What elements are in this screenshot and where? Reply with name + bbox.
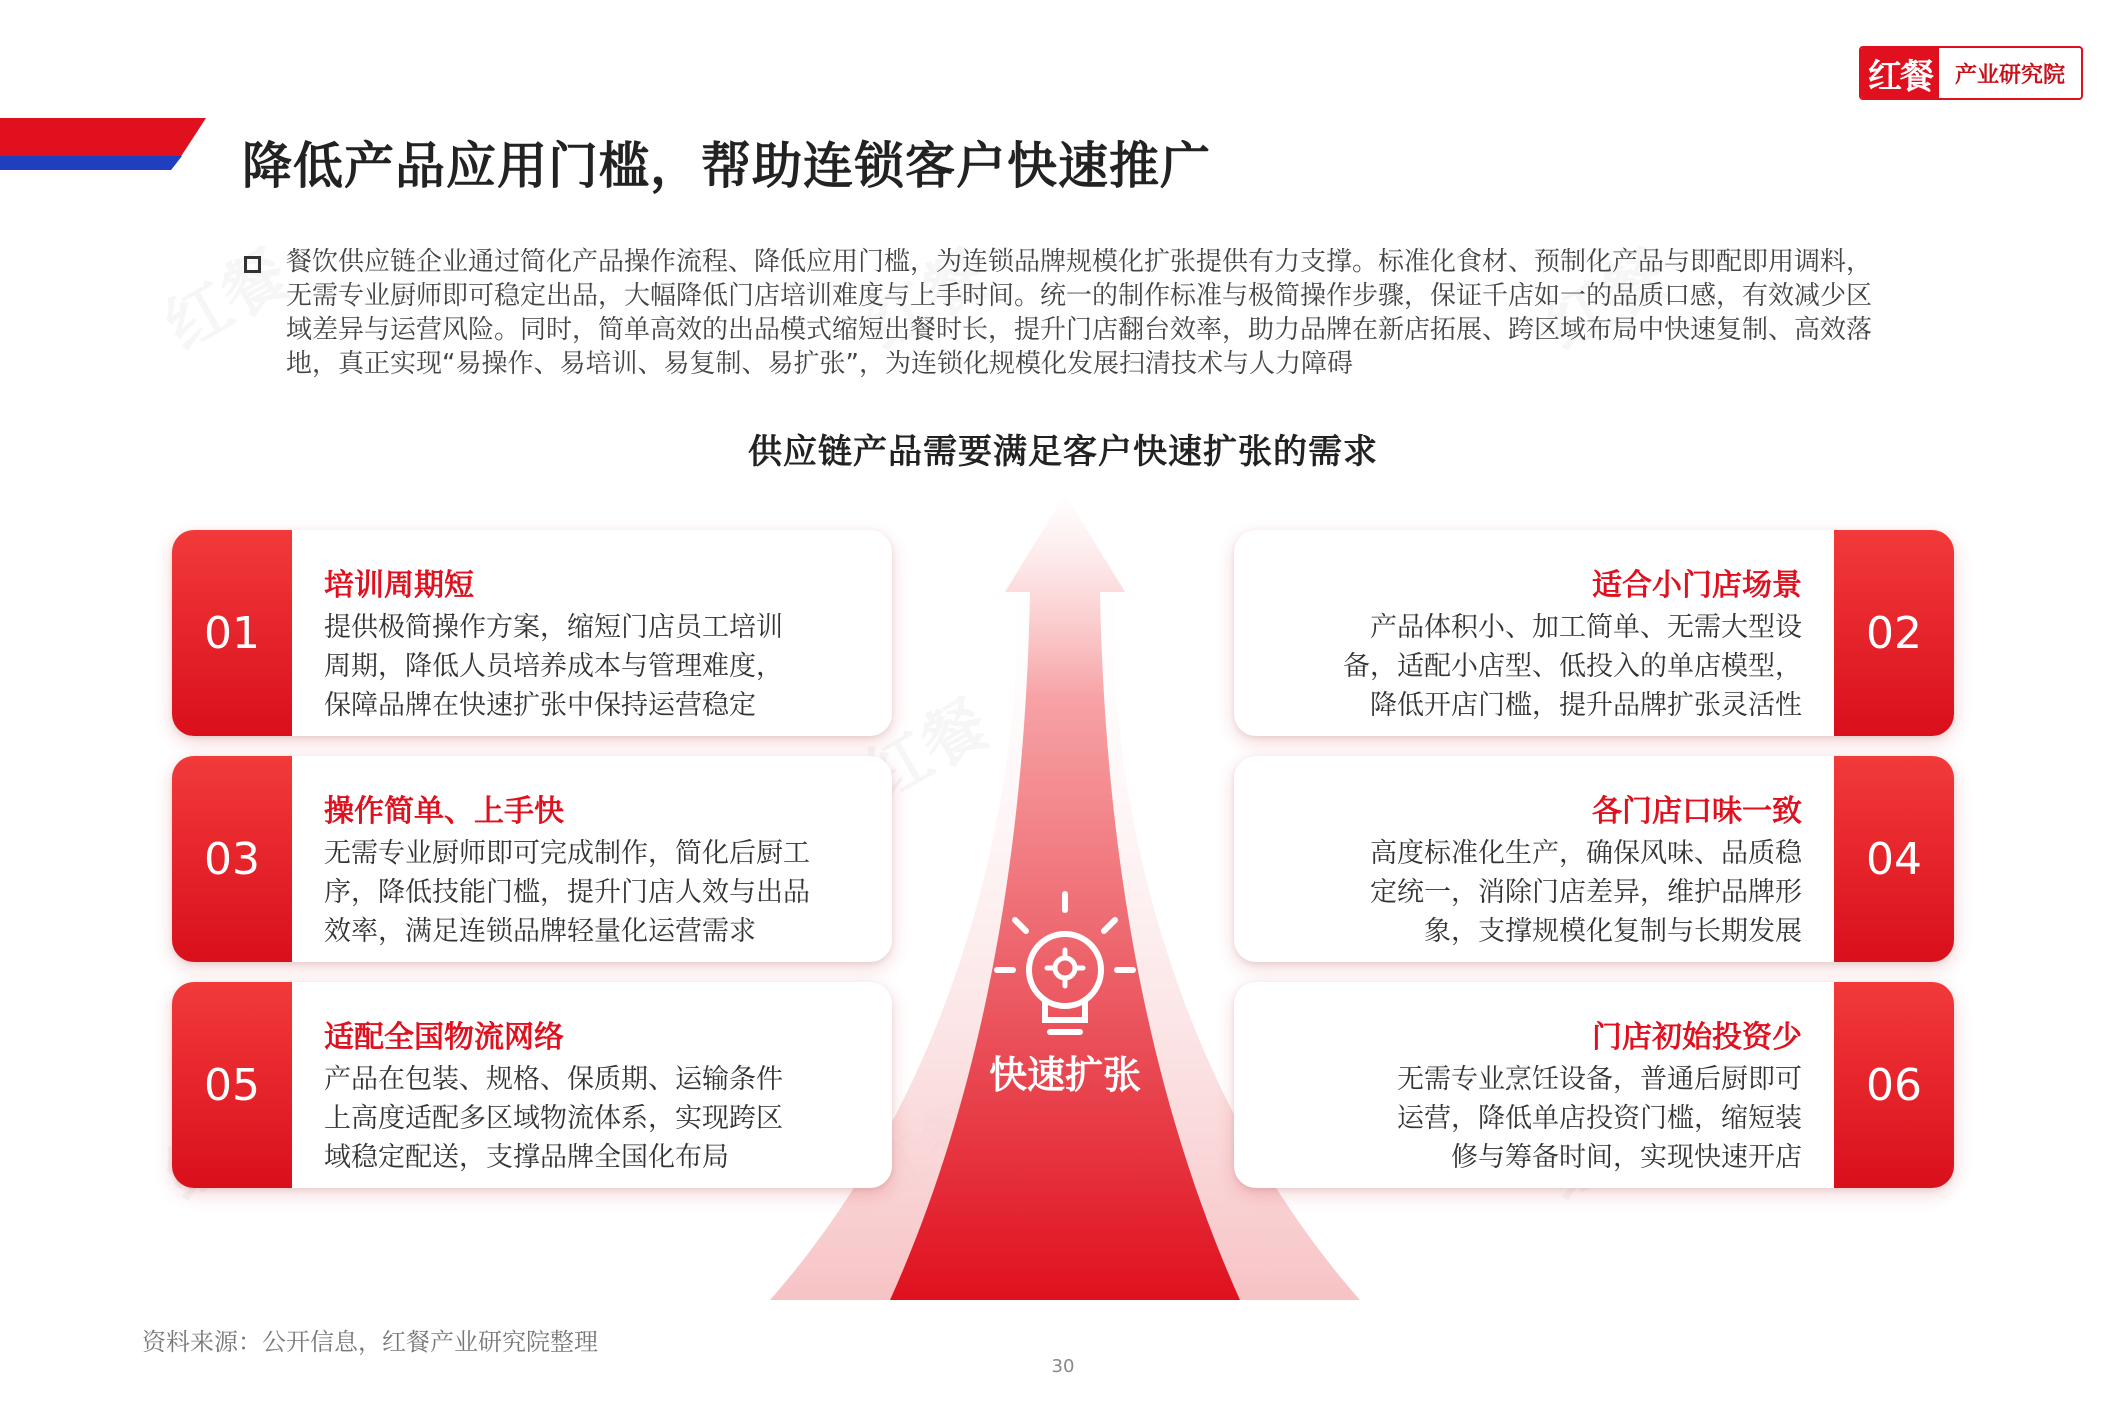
feature-card — [1234, 756, 1954, 962]
card-title: 培训周期短 — [324, 568, 474, 603]
brand-logo — [1859, 46, 2083, 100]
feature-card — [1234, 530, 1954, 736]
card-body-line: 上高度适配多区域物流体系，实现跨区 — [324, 1103, 783, 1134]
card-body — [324, 608, 783, 725]
card-body-line: 产品体积小、加工简单、无需大型设 — [1370, 612, 1802, 643]
card-body-line: 产品在包装、规格、保质期、运输条件 — [324, 1064, 783, 1095]
page-number: 30 — [1051, 1356, 1075, 1377]
feature-card — [1234, 982, 1954, 1188]
logo-text: 产业研究院 — [1954, 62, 2065, 88]
card-body — [1343, 608, 1802, 725]
card-number: 02 — [1834, 530, 1954, 736]
card-title: 适配全国物流网络 — [324, 1020, 564, 1055]
card-body-line: 序，降低技能门槛，提升门店人效与出品 — [324, 877, 810, 908]
header-accent-red — [0, 118, 206, 156]
card-title: 适合小门店场景 — [1592, 568, 1802, 603]
intro-paragraph: 餐饮供应链企业通过简化产品操作流程、降低应用门槛，为连锁品牌规模化扩张提供有力支撑。标准化食材、预制化产品与即配即用调料，无需专业厨师即可稳定出品，大幅降低门店培训难度与上手时间。统一的制作标准与极简操作步骤，保证千店如一的品质口感，有效减少区域差异与运营风险。同时，简单高效的出品模式缩短出餐时长，提升门店翻台效率，助力品牌在新店拓展、跨区域布局中快速复制、高效落地，真正实现“易操作、易培训、易复制、易扩张”，为连锁化规模化发展扫清技术与人力障碍 — [286, 247, 1873, 379]
section-subtitle: 供应链产品需要满足客户快速扩张的需求 — [748, 432, 1378, 472]
card-body-line: 保障品牌在快速扩张中保持运营稳定 — [324, 690, 756, 721]
card-number: 04 — [1834, 756, 1954, 962]
card-body-line: 高度标准化生产，确保风味、品质稳 — [1370, 838, 1802, 869]
card-body-line: 修与筹备时间，实现快速开店 — [1451, 1142, 1802, 1173]
card-number: 05 — [172, 982, 292, 1188]
logo-mark: 红餐 — [1861, 48, 1939, 98]
source-note: 资料来源：公开信息，红餐产业研究院整理 — [142, 1328, 598, 1356]
card-title: 操作简单、上手快 — [324, 794, 564, 829]
watermark — [146, 224, 303, 368]
card-body-line: 效率，满足连锁品牌轻量化运营需求 — [324, 916, 756, 947]
card-body-line: 域稳定配送，支撑品牌全国化布局 — [324, 1142, 729, 1173]
card-number: 01 — [172, 530, 292, 736]
card-body-line: 无需专业烹饪设备，普通后厨即可 — [1397, 1064, 1802, 1095]
card-body-line: 无需专业厨师即可完成制作，简化后厨工 — [324, 838, 810, 869]
card-title: 门店初始投资少 — [1592, 1020, 1802, 1055]
card-body — [324, 1060, 783, 1177]
card-title: 各门店口味一致 — [1592, 794, 1802, 829]
card-body-line: 提供极简操作方案，缩短门店员工培训 — [324, 612, 783, 643]
card-body-line: 运营，降低单店投资门槛，缩短装 — [1397, 1103, 1802, 1134]
card-body-line: 备，适配小店型、低投入的单店模型， — [1343, 651, 1802, 682]
feature-card — [172, 982, 892, 1188]
card-body — [324, 834, 810, 951]
card-body — [1397, 1060, 1802, 1177]
header-accent-blue — [0, 156, 182, 170]
feature-card — [172, 756, 892, 962]
card-body-line: 降低开店门槛，提升品牌扩张灵活性 — [1370, 690, 1802, 721]
page-title: 降低产品应用门槛，帮助连锁客户快速推广 — [242, 137, 1211, 195]
feature-card — [172, 530, 892, 736]
card-body-line: 周期，降低人员培养成本与管理难度， — [324, 651, 783, 682]
center-label: 快速扩张 — [988, 1053, 1142, 1097]
card-body-line: 象，支撑规模化复制与长期发展 — [1424, 916, 1802, 947]
card-body-line: 定统一，消除门店差异，维护品牌形 — [1370, 877, 1802, 908]
card-body — [1370, 834, 1802, 951]
card-number: 06 — [1834, 982, 1954, 1188]
card-number: 03 — [172, 756, 292, 962]
square-bullet-icon — [244, 256, 261, 273]
